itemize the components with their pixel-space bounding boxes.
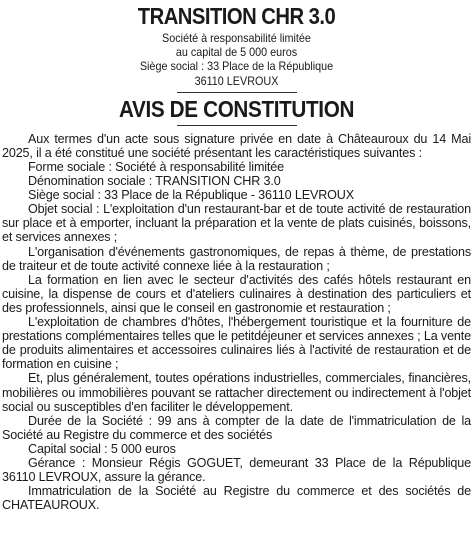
company-postcode-city: 36110 LEVROUX: [194, 73, 279, 88]
paragraph-duration: Durée de la Société : 99 ans à compter de la date de l'immatriculation de la Société au Registre du commerce et des sociétés: [2, 413, 471, 442]
paragraph-legal-form: Forme sociale : Société à responsabilité limitée: [28, 160, 284, 174]
paragraph-management: Gérance : Monsieur Régis GOGUET, demeurant 33 Place de la République 36110 LEVROUX, assure la gérance.: [2, 455, 471, 485]
paragraph-registered-office: Siège social : 33 Place de la République - 36110 LEVROUX: [28, 188, 355, 203]
paragraph-registration: Immatriculation de la Société au Registre du commerce et des sociétés de CHATEAUROUX.: [2, 484, 471, 513]
company-legal-form: Société à responsabilité limitée: [162, 31, 311, 45]
company-registered-office: Siège social : 33 Place de la République: [139, 59, 334, 74]
header-divider: [177, 92, 297, 93]
paragraph-company-name: Dénomination sociale : TRANSITION CHR 3.0: [28, 174, 281, 189]
notice-body: [2, 132, 471, 513]
company-info: [25, 31, 447, 88]
paragraph-purpose-events: L'organisation d'événements gastronomiques, de repas à thème, de prestations de traiteur et de toute activité connexe liée à la restauration ;: [2, 244, 471, 273]
paragraph-purpose-lodging: L'exploitation de chambres d'hôtes, l'hébergement touristique et la fourniture de prestations complémentaires telles que le petitdéjeuner et services annexes ; La vente de produits alimentaires et accessoires culinaires liés à l'activité de restauration et de formation en cuisine ;: [2, 315, 471, 372]
paragraph-purpose-general: Et, plus généralement, toutes opérations industrielles, commerciales, financières, mobilières ou immobilières pouvant se rattacher directement ou indirectement à l'objet social ou susceptibles d'en faciliter le développement.: [2, 371, 471, 414]
paragraph-purpose-restaurant: Objet social : L'exploitation d'un restaurant-bar et de toute activité de restauration sur place et à emporter, incluant la préparation et la vente de plats cuisinés, boissons, et services annexes ;: [2, 202, 471, 245]
company-name: TRANSITION CHR 3.0: [137, 3, 336, 29]
title-divider: [177, 125, 297, 126]
paragraph-intro: Aux termes d'un acte sous signature privée en date à Châteauroux du 14 Mai 2025, il a été constitué une société présentant les caractéristiques suivantes :: [2, 131, 471, 160]
paragraph-purpose-training: La formation en lien avec le secteur d'activités des cafés hôtels restaurant en cuisine, la dispense de cours et d'ateliers culinaires à destination des particuliers et des professionnels, ainsi que le conseil en gastronomie et restauration ;: [2, 272, 471, 315]
paragraph-capital: Capital social : 5 000 euros: [28, 441, 176, 456]
company-capital: au capital de 5 000 euros: [175, 45, 298, 60]
notice-title: AVIS DE CONSTITUTION: [118, 95, 355, 122]
